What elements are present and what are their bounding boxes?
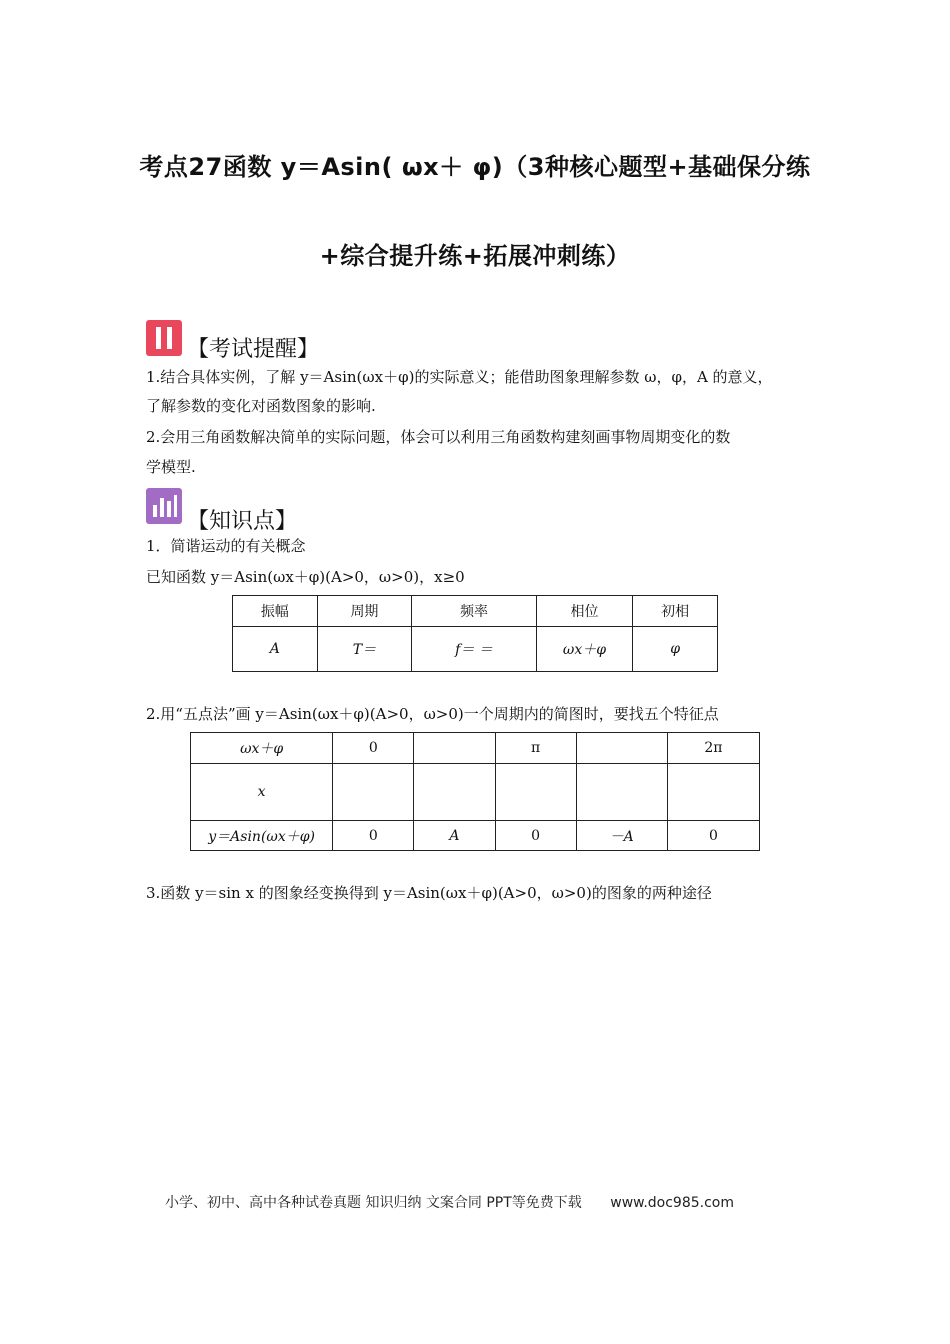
- table-cell: －A: [576, 821, 667, 851]
- reminder-paragraph-1a: 1.结合具体实例，了解 y＝Asin(ωx＋φ)的实际意义；能借助图象理解参数 ω，φ，A 的意义，: [146, 368, 773, 386]
- table-row: [191, 764, 760, 821]
- table-cell: φ: [633, 627, 718, 672]
- table-cell: f＝ ＝: [412, 627, 536, 672]
- table-cell: y＝Asin(ωx＋φ): [191, 821, 333, 851]
- table-row: [191, 821, 760, 851]
- table-cell: ωx＋φ: [536, 627, 633, 672]
- table-cell: [414, 764, 495, 821]
- table-cell: [576, 764, 667, 821]
- knowledge-points-heading: 【知识点】: [187, 509, 298, 534]
- table-cell: ωx＋φ: [191, 733, 333, 764]
- exam-reminder-heading: 【考试提醒】: [187, 337, 320, 362]
- footer: [165, 1192, 734, 1212]
- table-cell: 0: [333, 821, 414, 851]
- five-point-table: [190, 732, 760, 851]
- table-cell: 0: [333, 733, 414, 764]
- knowledge-item-3: 3.函数 y＝sin x 的图象经变换得到 y＝Asin(ωx＋φ)(A>0，ω>0)的图象的两种途径: [146, 884, 712, 902]
- table-header-cell: 振幅: [233, 596, 318, 627]
- footer-text: 小学、初中、高中各种试卷真题 知识归纳 文案合同 PPT等免费下载: [165, 1195, 582, 1211]
- reminder-paragraph-1b: 了解参数的变化对函数图象的影响.: [146, 397, 376, 415]
- table-header-cell: 相位: [536, 596, 633, 627]
- given-function: 已知函数 y＝Asin(ωx＋φ)(A>0，ω>0)，x≥0: [146, 568, 465, 586]
- reminder-paragraph-2a: 2.会用三角函数解决简单的实际问题，体会可以利用三角函数构建刻画事物周期变化的数: [146, 428, 731, 446]
- reminder-paragraph-2b: 学模型.: [146, 458, 196, 476]
- table-header-cell: 初相: [633, 596, 718, 627]
- table-cell: [667, 764, 759, 821]
- table-header-row: [233, 596, 718, 627]
- table-cell: [576, 733, 667, 764]
- table-cell: [414, 733, 495, 764]
- knowledge-item-1: 1．简谐运动的有关概念: [146, 537, 306, 555]
- table-cell: A: [233, 627, 318, 672]
- table-row: [233, 627, 718, 672]
- knowledge-item-2: 2.用“五点法”画 y＝Asin(ωx＋φ)(A>0，ω>0)一个周期内的简图时，要找五个特征点: [146, 705, 719, 723]
- table-header-cell: 频率: [412, 596, 536, 627]
- harmonic-concepts-table: [232, 595, 718, 672]
- table-cell: T＝: [317, 627, 412, 672]
- table-cell: [495, 764, 576, 821]
- knowledge-points-icon: [146, 488, 182, 524]
- exam-reminder-icon: [146, 320, 182, 356]
- table-cell: 2π: [667, 733, 759, 764]
- footer-url[interactable]: www.doc985.com: [610, 1195, 734, 1211]
- table-cell: A: [414, 821, 495, 851]
- table-row: [191, 733, 760, 764]
- page-title-line-2: +综合提升练+拓展冲刺练）: [319, 242, 631, 270]
- table-header-cell: 周期: [317, 596, 412, 627]
- table-cell: [333, 764, 414, 821]
- table-cell: π: [495, 733, 576, 764]
- table-cell: x: [191, 764, 333, 821]
- page-title-line-1: 考点27函数 y＝Asin( ωx＋ φ)（3种核心题型+基础保分练: [139, 153, 811, 181]
- table-cell: 0: [495, 821, 576, 851]
- table-cell: 0: [667, 821, 759, 851]
